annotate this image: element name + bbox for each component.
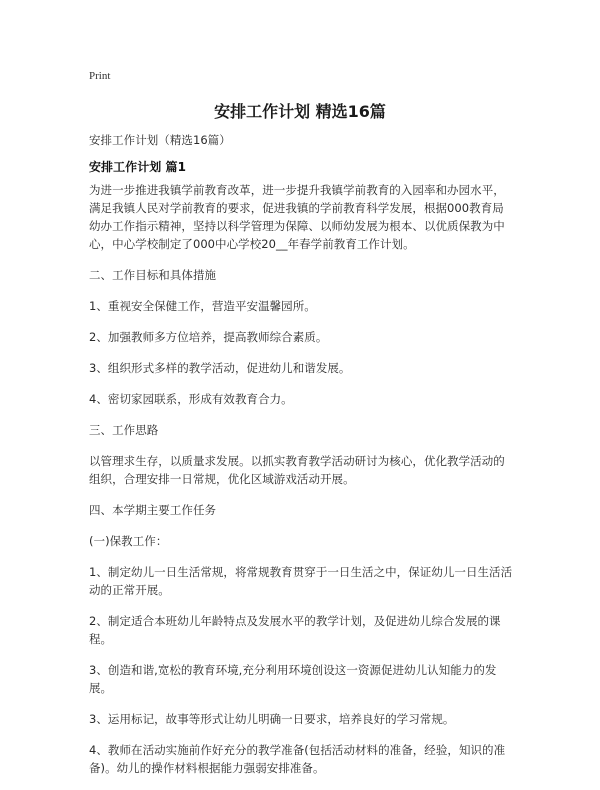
section-heading: 安排工作计划 篇1 bbox=[89, 160, 186, 174]
list-item: 4、教师在活动实施前作好充分的教学准备(包括活动材料的准备，经验，知识的准备)。幼儿的操作材料根据能力强弱安排准备。 bbox=[89, 743, 506, 775]
list-item: 3、运用标记，故事等形式让幼儿明确一日要求，培养良好的学习常规。 bbox=[89, 712, 455, 726]
page-title: 安排工作计划 精选16篇 bbox=[214, 102, 386, 121]
list-item: 4、密切家园联系，形成有效教育合力。 bbox=[89, 392, 293, 406]
heading-care-education: (一)保教工作： bbox=[89, 534, 168, 548]
document-body bbox=[89, 131, 515, 790]
heading-approach: 三、工作思路 bbox=[89, 423, 159, 437]
list-item: 2、加强教师多方位培养，提高教师综合素质。 bbox=[89, 330, 328, 344]
heading-goals: 二、工作目标和具体措施 bbox=[89, 268, 217, 282]
print-link[interactable]: Print bbox=[89, 70, 111, 82]
list-item: 1、制定幼儿一日生活常规，将常规教育贯穿于一日生活之中，保证幼儿一日生活活动的正常开展。 bbox=[89, 565, 513, 597]
heading-tasks: 四、本学期主要工作任务 bbox=[89, 503, 217, 517]
intro-paragraph: 为进一步推进我镇学前教育改革，进一步提升我镇学前教育的入园率和办园水平，满足我镇人民对学前教育的要求，促进我镇的学前教育科学发展，根据000教育局幼办工作指示精神，坚持以科学管理为保障、以师幼发展为根本、以优质保教为中心，中心学校制定了000中心学校20__年春学前教育工作计划。 bbox=[89, 183, 505, 251]
document-subtitle: 安排工作计划（精选16篇） bbox=[89, 133, 231, 147]
list-item: 3、创造和谐,宽松的教育环境,充分利用环境创设这一资源促进幼儿认知能力的发展。 bbox=[89, 663, 497, 695]
list-item: 3、组织形式多样的教学活动，促进幼儿和谐发展。 bbox=[89, 361, 351, 375]
list-item: 2、制定适合本班幼儿年龄特点及发展水平的教学计划，及促进幼儿综合发展的课程。 bbox=[89, 614, 501, 646]
approach-paragraph: 以管理求生存，以质量求发展。以抓实教育教学活动研讨为核心，优化教学活动的组织，合理安排一日常规，优化区域游戏活动开展。 bbox=[89, 454, 505, 486]
list-item: 1、重视安全保健工作，营造平安温馨园所。 bbox=[89, 299, 316, 313]
